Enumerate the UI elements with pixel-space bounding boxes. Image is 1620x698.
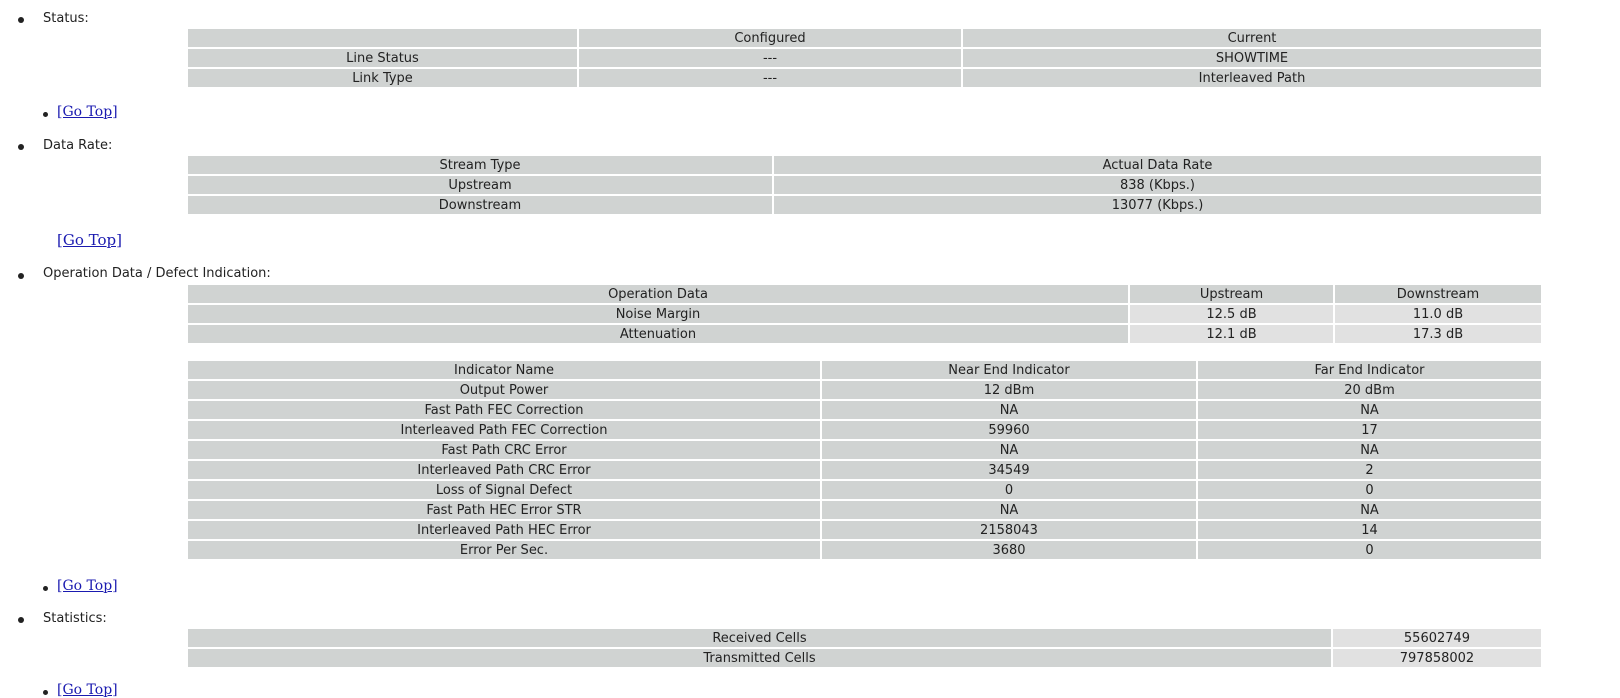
configured-value: ---: [579, 69, 961, 87]
header-cell-upstream: Upstream: [1130, 285, 1333, 303]
gotop-bullet: [43, 586, 48, 591]
data-rate-bullet: [18, 144, 24, 150]
header-cell-operation-data: Operation Data: [188, 285, 1128, 303]
table-row: [188, 441, 1541, 459]
table-row: [188, 401, 1541, 419]
near-end-value: NA: [822, 501, 1196, 519]
upstream-value: 12.5 dB: [1130, 305, 1333, 323]
row-label: Link Type: [188, 69, 577, 87]
status-table-header: [188, 29, 1541, 47]
header-cell-configured: Configured: [579, 29, 961, 47]
upstream-value: 12.1 dB: [1130, 325, 1333, 343]
table-row: [188, 481, 1541, 499]
data-rate-table-header: [188, 156, 1541, 174]
current-value: SHOWTIME: [963, 49, 1541, 67]
far-end-value: NA: [1198, 441, 1541, 459]
go-top-link-4[interactable]: [Go Top]: [57, 682, 118, 698]
table-row: [188, 381, 1541, 399]
operation-bullet: [18, 273, 24, 279]
downstream-value: 17.3 dB: [1335, 325, 1541, 343]
table-row: [188, 196, 1541, 214]
row-label: Output Power: [188, 381, 820, 399]
row-label: Noise Margin: [188, 305, 1128, 323]
row-label: Downstream: [188, 196, 772, 214]
near-end-value: 34549: [822, 461, 1196, 479]
table-row: [188, 421, 1541, 439]
table-row: [188, 501, 1541, 519]
downstream-value: 11.0 dB: [1335, 305, 1541, 323]
operation-data-table: [188, 285, 1541, 345]
row-label: Fast Path HEC Error STR: [188, 501, 820, 519]
table-row: [188, 325, 1541, 343]
status-bullet: [18, 17, 24, 23]
near-end-value: NA: [822, 441, 1196, 459]
header-cell-far-end: Far End Indicator: [1198, 361, 1541, 379]
table-row: [188, 176, 1541, 194]
row-label: Fast Path FEC Correction: [188, 401, 820, 419]
near-end-value: 2158043: [822, 521, 1196, 539]
far-end-value: 2: [1198, 461, 1541, 479]
cell-count-value: 797858002: [1333, 649, 1541, 667]
operation-section-title: Operation Data / Defect Indication:: [43, 266, 271, 281]
row-label: Transmitted Cells: [188, 649, 1331, 667]
header-cell-near-end: Near End Indicator: [822, 361, 1196, 379]
far-end-value: 20 dBm: [1198, 381, 1541, 399]
near-end-value: 12 dBm: [822, 381, 1196, 399]
table-row: [188, 49, 1541, 67]
row-label: Interleaved Path HEC Error: [188, 521, 820, 539]
near-end-value: 0: [822, 481, 1196, 499]
table-row: [188, 649, 1541, 667]
far-end-value: 0: [1198, 481, 1541, 499]
header-cell-current: Current: [963, 29, 1541, 47]
header-cell-stream-type: Stream Type: [188, 156, 772, 174]
header-cell-indicator-name: Indicator Name: [188, 361, 820, 379]
go-top-link-2[interactable]: [Go Top]: [57, 231, 122, 249]
row-label: Interleaved Path CRC Error: [188, 461, 820, 479]
row-label: Line Status: [188, 49, 577, 67]
far-end-value: 14: [1198, 521, 1541, 539]
data-rate-table: [188, 156, 1541, 216]
indicator-table-header: [188, 361, 1541, 379]
status-section-title: Status:: [43, 11, 89, 26]
table-row: [188, 541, 1541, 559]
statistics-section-title: Statistics:: [43, 611, 107, 626]
row-label: Received Cells: [188, 629, 1331, 647]
far-end-value: NA: [1198, 401, 1541, 419]
gotop-bullet: [43, 112, 48, 117]
statistics-table: [188, 629, 1541, 669]
row-label: Error Per Sec.: [188, 541, 820, 559]
table-row: [188, 305, 1541, 323]
near-end-value: 3680: [822, 541, 1196, 559]
near-end-value: 59960: [822, 421, 1196, 439]
rate-value: 13077 (Kbps.): [774, 196, 1541, 214]
row-label: Attenuation: [188, 325, 1128, 343]
near-end-value: NA: [822, 401, 1196, 419]
row-label: Interleaved Path FEC Correction: [188, 421, 820, 439]
far-end-value: NA: [1198, 501, 1541, 519]
current-value: Interleaved Path: [963, 69, 1541, 87]
header-cell-empty: [188, 29, 577, 47]
data-rate-section-title: Data Rate:: [43, 138, 113, 153]
row-label: Fast Path CRC Error: [188, 441, 820, 459]
table-row: [188, 629, 1541, 647]
rate-value: 838 (Kbps.): [774, 176, 1541, 194]
far-end-value: 17: [1198, 421, 1541, 439]
status-table: [188, 29, 1541, 89]
table-row: [188, 69, 1541, 87]
statistics-bullet: [18, 617, 24, 623]
operation-table-header: [188, 285, 1541, 303]
defect-indicator-table: [188, 361, 1541, 561]
gotop-bullet: [43, 690, 48, 695]
row-label: Loss of Signal Defect: [188, 481, 820, 499]
table-row: [188, 521, 1541, 539]
cell-count-value: 55602749: [1333, 629, 1541, 647]
go-top-link-3[interactable]: [Go Top]: [57, 578, 118, 594]
configured-value: ---: [579, 49, 961, 67]
far-end-value: 0: [1198, 541, 1541, 559]
header-cell-downstream: Downstream: [1335, 285, 1541, 303]
header-cell-actual-rate: Actual Data Rate: [774, 156, 1541, 174]
row-label: Upstream: [188, 176, 772, 194]
go-top-link-1[interactable]: [Go Top]: [57, 104, 118, 120]
table-row: [188, 461, 1541, 479]
